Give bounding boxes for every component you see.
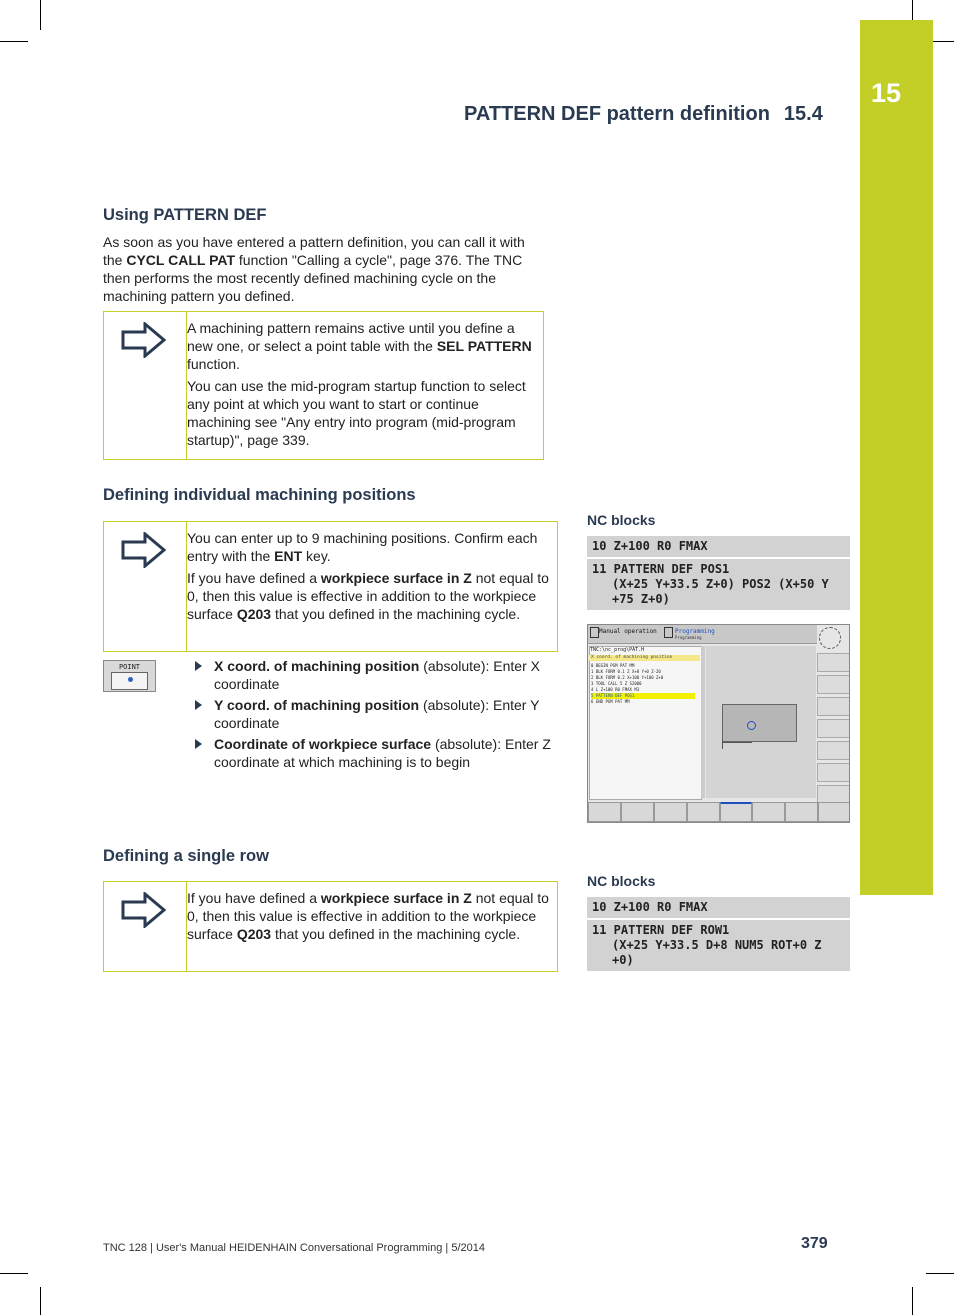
nc-blocks-heading: NC blocks	[587, 873, 656, 889]
list-item: Coordinate of workpiece surface (absolute): Enter Z coordinate at which machining is to begin	[193, 735, 553, 771]
nc-row: 11 PATTERN DEF ROW1 (X+25 Y+33.5 D+8 NUM5 ROT+0 Z +0)	[587, 920, 850, 971]
using-paragraph: As soon as you have entered a pattern definition, you can call it with the CYCL CALL PAT function "Calling a cycle", page 376. The TNC then performs the most recently defined machining cycle on the machining pattern you defined.	[103, 234, 525, 304]
crop-mark	[926, 1273, 954, 1274]
bullet-list	[193, 657, 553, 774]
nc-blocks-heading: NC blocks	[587, 512, 656, 528]
note-text: If you have defined a workpiece surface in Z not equal to 0, then this value is effective in addition to the workpiece surface Q203 that you defined in the machining cycle.	[187, 570, 549, 622]
tnc-screenshot: Manual operation Programming Programming TNC:\nc_prog\PAT.H X coord. of machining position 0 BEGIN PGM PAT MM 1 BLK FORM 0.1 Z X+0 Y+0 Z-20 2 BLK FORM 0.2 X+100 Y+100 Z+0 3 TOOL CALL 5 Z S2000 4 L Z+100 R0 FMAX M3 5 PATTERN DEF POS1 6 END PGM PAT MM	[587, 624, 850, 823]
page-footer: TNC 128 | User's Manual HEIDENHAIN Conversational Programming | 5/2014	[103, 1242, 485, 1254]
note-text: You can enter up to 9 machining positions. Confirm each entry with the ENT key.	[187, 530, 538, 564]
note-arrow-icon	[104, 882, 187, 971]
note-box-individual	[103, 521, 558, 652]
crop-mark	[912, 1287, 913, 1315]
note-text: A machining pattern remains active until you define a new one, or select a point table with the SEL PATTERN function.	[187, 320, 532, 372]
crop-mark	[40, 0, 41, 30]
nc-blocks-table	[587, 536, 850, 612]
list-item: X coord. of machining position (absolute): Enter X coordinate	[193, 657, 553, 693]
nc-row: 11 PATTERN DEF POS1 (X+25 Y+33.5 Z+0) POS2 (X+50 Y +75 Z+0)	[587, 559, 850, 610]
list-item: Y coord. of machining position (absolute): Enter Y coordinate	[193, 696, 553, 732]
crop-mark	[0, 41, 28, 42]
nc-row: 10 Z+100 R0 FMAX	[587, 897, 850, 918]
note-arrow-icon	[104, 312, 187, 459]
mode-left-label: Manual operation	[599, 628, 657, 635]
input-prompt: X coord. of machining position	[591, 655, 673, 660]
file-path: TNC:\nc_prog\PAT.H	[590, 647, 645, 653]
chapter-number: 15	[870, 78, 902, 108]
crop-mark	[0, 1273, 28, 1274]
mode-right-sublabel: Programming	[675, 635, 702, 640]
running-head-section: 15.4	[783, 103, 823, 125]
heading-single-row: Defining a single row	[103, 847, 269, 865]
softkey-label: POINT	[118, 663, 141, 671]
nc-blocks-table	[587, 897, 850, 973]
note-box-single-row	[103, 881, 558, 972]
note-text: You can use the mid-program startup function to select any point at which you want to start or continue machining see "Any entry into program (mid-program startup)", page 339.	[187, 378, 526, 448]
crop-mark	[912, 0, 913, 20]
nc-row: 10 Z+100 R0 FMAX	[587, 536, 850, 557]
note-box-using	[103, 311, 544, 460]
crop-mark	[40, 1287, 41, 1315]
chapter-tab	[860, 20, 933, 895]
mode-right-label: Programming	[675, 628, 715, 635]
heading-individual-positions: Defining individual machining positions	[103, 486, 416, 504]
note-text: If you have defined a workpiece surface in Z not equal to 0, then this value is effective in addition to the workpiece surface Q203 that you defined in the machining cycle.	[187, 890, 549, 942]
running-head-title: PATTERN DEF pattern definition	[464, 103, 770, 125]
running-head	[464, 103, 823, 126]
note-arrow-icon	[104, 522, 187, 651]
point-softkey-icon	[103, 660, 156, 692]
page-number: 379	[801, 1235, 828, 1252]
heading-using-pattern-def: Using PATTERN DEF	[103, 206, 267, 224]
